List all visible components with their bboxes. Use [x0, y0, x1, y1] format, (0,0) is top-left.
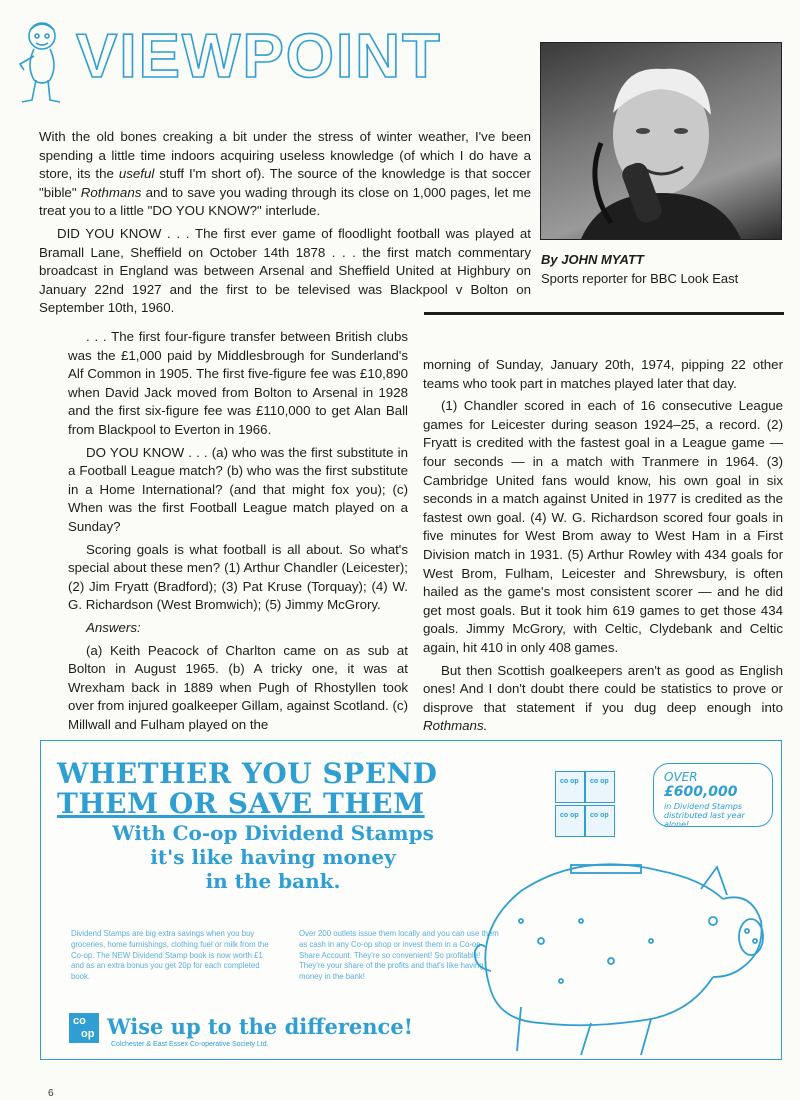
byline — [541, 250, 791, 288]
page-number: 6 — [48, 1088, 54, 1099]
coop-logo-bottom: op — [81, 1028, 95, 1040]
bubble-text: in Dividend Stamps distributed last year alone! — [664, 802, 745, 829]
paragraph-4: Scoring goals is what football is all about. So what's special about these men? (1) Arthur Chandler (Leicester); (2) Jim Fryatt (Bradford); (3) Pat Kruse (Torquay); (4) W. G. Richardson (West Bromwich); (5) Jimmy McGrory. — [68, 541, 408, 613]
ad-sub-line-2: it's like having money — [150, 845, 396, 869]
stamp-label: co op — [590, 812, 609, 819]
ad-body-left: Dividend Stamps are big extra savings when you buy groceries, home furnishings, clothing fuel or milk from the Co-op. The NEW Dividend Stamp book is now worth £1 and as an extra bonus you get 20p for each completed book. — [71, 929, 269, 982]
paragraph-8-emphasis: Rothmans. — [423, 718, 488, 734]
piggy-bank-illustration — [461, 771, 771, 1059]
paragraph-6: morning of Sunday, January 20th, 1974, pipping 22 other teams who took part in matches played later that day. — [423, 357, 783, 391]
paragraph-2: . . . The first four-figure transfer between British clubs was the £1,000 paid by Middlesbrough for Sunderland's Alf Common in 1905. The first five-figure fee was £10,890 when David Jack moved from Bolton to Arsenal in 1928 and the first six-figure fee was £110,000 to get Alan Ball from Blackpool to Everton in 1966. — [68, 329, 408, 437]
paragraph-1: DID YOU KNOW . . . The first ever game of floodlight football was played at Bramall Lane, Sheffield on October 14th 1878 . . . the first match commentary broadcast in England was between Arsenal and Sheffield United at Highbury on January 22nd 1927 and the first to be televised was Blackpool v Bolton on September 10th, 1960. — [39, 225, 531, 316]
ad-tagline: Wise up to the difference! — [107, 1014, 413, 1039]
intro-emphasis: useful — [118, 166, 155, 182]
coop-advertisement — [40, 740, 782, 1060]
stamp-label: co op — [560, 778, 579, 785]
ad-headline-line-2: THEM OR SAVE THEM — [57, 787, 425, 820]
stamp-label: co op — [590, 778, 609, 785]
stamp-label: co op — [560, 812, 579, 819]
byline-name: JOHN MYATT — [561, 252, 644, 267]
ad-sub-line-3: in the bank. — [205, 869, 341, 893]
paragraph-3: DO YOU KNOW . . . (a) who was the first substitute in a Football League match? (b) who was the first substitute in a Home International? (and that might fox you); (c) When was the first Football League match played on a Sunday? — [68, 444, 408, 534]
reporter-photo — [540, 42, 782, 240]
intro-text-3: and to save you wading through its close on 1,000 pages, let me treat you to a little "DO YOU KNOW?" interlude. — [39, 184, 531, 219]
intro-text: With the old bones creaking a bit under the stress of winter weather, I've been spending a little time indoors acquiring useless knowledge (of which I do have a store, its the — [39, 129, 531, 182]
answers-label: Answers: — [86, 619, 141, 635]
article-column-right — [423, 356, 783, 740]
mascot-illustration — [12, 16, 72, 104]
ad-headline — [57, 759, 477, 819]
paragraph-8: But then Scottish goalkeepers aren't as good as English ones! And I don't doubt there could be statistics to prove or disprove that statement if you dug deep enough into — [423, 662, 783, 715]
ad-footer: Colchester & East Essex Co-operative Society Ltd. — [111, 1041, 269, 1048]
article-intro — [39, 128, 531, 322]
paragraph-7: (1) Chandler scored in each of 16 consecutive League games for Leicester during season 1924–25, a record. (2) Fryatt is credited with the fastest goal in a League game — four seconds — in a match with Tranmere in 1964. (3) Cambridge United fans would know, his own goal in six seconds in a match against United in 1977 is credited as the fastest own goal. (4) W. G. Richardson scored four goals in five minutes for West Brom away to West Ham in a First Division match in 1931. (5) Arthur Rowley with 434 goals for West Brom, Fulham, Leicester and Shrewsbury, is often hailed as the game's most consistent scorer — and he did get most goals. But it took him 619 games to get those 434 goals. Jimmy McGrory, with Celtic, Clydebank and Celtic again, hit 410 in only 408 games. — [423, 398, 783, 655]
bubble-amount: £600,000 — [664, 784, 738, 800]
intro-text-2: stuff I'm short of). The source of the knowledge is that soccer "bible" — [39, 166, 531, 200]
ad-subheadline — [63, 821, 483, 893]
ad-body-right: Over 200 outlets issue them locally and you can use them as cash in any Co-op shop or invest them in a Co-op Share Account. They're so convenient! So profitable! They're your share of the profits and that's like having money in the bank! — [299, 929, 499, 982]
ad-sub-line-1: With Co-op Dividend Stamps — [112, 821, 434, 845]
coop-logo-top: co — [73, 1015, 86, 1027]
intro-emphasis-2: Rothmans — [80, 184, 142, 200]
ad-headline-line-1: WHETHER YOU SPEND — [57, 757, 438, 790]
bubble-over: OVER — [664, 770, 698, 784]
byline-by: By — [541, 252, 558, 267]
coop-logo-icon — [69, 1013, 99, 1043]
page-title: VIEWPOINT — [76, 22, 442, 91]
paragraph-5: (a) Keith Peacock of Charlton came on as sub at Bolton in August 1965. (b) A tricky one, it was at Wrexham back in 1889 when Pugh of Rhostyllen took over from injured goalkeeper Gillam, against Scotland. (c) Millwall and Fulham played on the — [68, 642, 408, 732]
byline-role: Sports reporter for BBC Look East — [541, 271, 739, 286]
article-column-left — [68, 328, 408, 738]
